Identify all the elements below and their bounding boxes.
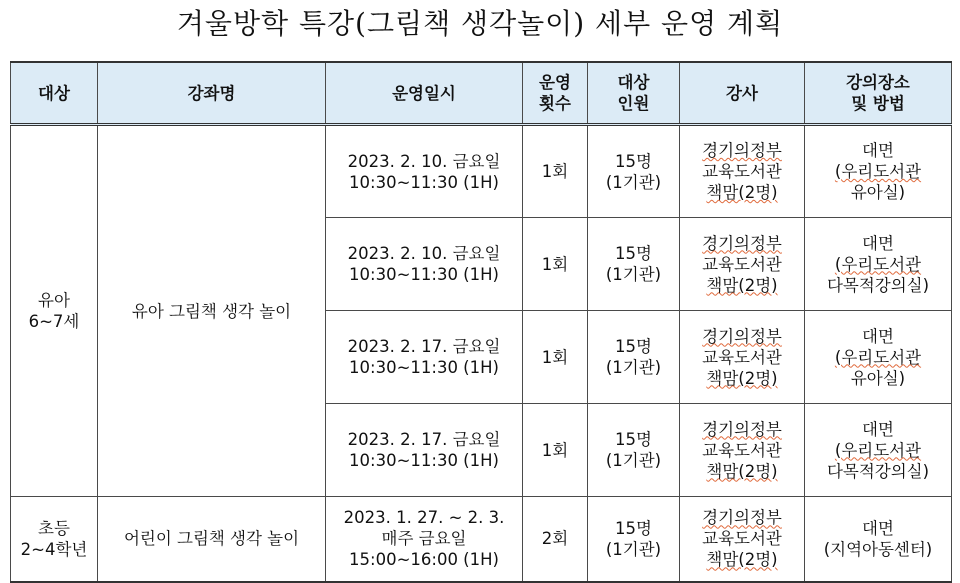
target-cell: 초등 2~4학년 <box>11 497 98 582</box>
venue-cell: 대면 (우리도서관 유아실) <box>805 311 952 404</box>
instructor-cell: 경기의정부 교육도서관 책맘(2명) <box>680 404 805 497</box>
capacity-cell: 15명 (1기관) <box>588 125 680 218</box>
table-row <box>11 497 952 582</box>
header-capacity: 대상 인원 <box>588 62 680 125</box>
datetime-cell: 2023. 2. 17. 금요일 10:30~11:30 (1H) <box>326 311 523 404</box>
datetime-cell: 2023. 2. 10. 금요일 10:30~11:30 (1H) <box>326 125 523 218</box>
datetime-cell: 2023. 2. 17. 금요일 10:30~11:30 (1H) <box>326 404 523 497</box>
count-cell: 1회 <box>523 218 588 311</box>
schedule-table <box>10 61 952 583</box>
count-cell: 1회 <box>523 311 588 404</box>
instructor-cell: 경기의정부 교육도서관 책맘(2명) <box>680 218 805 311</box>
capacity-cell: 15명 (1기관) <box>588 218 680 311</box>
instructor-cell: 경기의정부 교육도서관 책맘(2명) <box>680 497 805 582</box>
course-cell: 어린이 그림책 생각 놀이 <box>98 497 326 582</box>
header-count: 운영 횟수 <box>523 62 588 125</box>
capacity-cell: 15명 (1기관) <box>588 497 680 582</box>
table-row <box>11 125 952 218</box>
count-cell: 1회 <box>523 125 588 218</box>
header-instructor: 강사 <box>680 62 805 125</box>
header-course: 강좌명 <box>98 62 326 125</box>
count-cell: 2회 <box>523 497 588 582</box>
instructor-cell: 경기의정부 교육도서관 책맘(2명) <box>680 125 805 218</box>
venue-cell: 대면 (우리도서관 다목적강의실) <box>805 404 952 497</box>
datetime-cell: 2023. 2. 10. 금요일 10:30~11:30 (1H) <box>326 218 523 311</box>
venue-cell: 대면 (우리도서관 유아실) <box>805 125 952 218</box>
capacity-cell: 15명 (1기관) <box>588 404 680 497</box>
datetime-cell: 2023. 1. 27. ~ 2. 3. 매주 금요일 15:00~16:00 (1H) <box>326 497 523 582</box>
target-cell: 유아 6~7세 <box>11 125 98 497</box>
count-cell: 1회 <box>523 404 588 497</box>
venue-cell: 대면 (지역아동센터) <box>805 497 952 582</box>
header-row <box>11 62 952 125</box>
capacity-cell: 15명 (1기관) <box>588 311 680 404</box>
course-cell: 유아 그림책 생각 놀이 <box>98 125 326 497</box>
header-venue: 강의장소 및 방법 <box>805 62 952 125</box>
header-target: 대상 <box>11 62 98 125</box>
instructor-cell: 경기의정부 교육도서관 책맘(2명) <box>680 311 805 404</box>
venue-cell: 대면 (우리도서관 다목적강의실) <box>805 218 952 311</box>
document-title: 겨울방학 특강(그림책 생각놀이) 세부 운영 계획 <box>176 7 784 40</box>
header-datetime: 운영일시 <box>326 62 523 125</box>
